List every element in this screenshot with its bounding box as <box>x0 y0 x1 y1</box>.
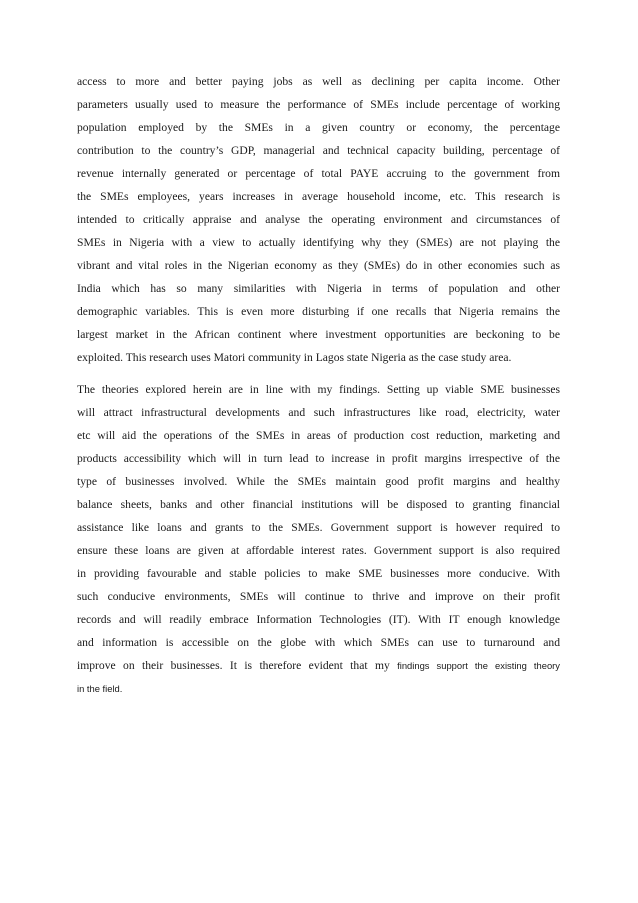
text-segment-sans: findings support the existing theory <box>397 660 560 671</box>
text-line: India which has so many similarities with Nigeria in terms of population and other <box>77 282 560 295</box>
text-line: parameters usually used to measure the performance of SMEs include percentage of working <box>77 98 560 111</box>
text-line: etc will aid the operations of the SMEs in areas of production cost reduction, marketing and <box>77 429 560 442</box>
text-line: such conducive environments, SMEs will continue to thrive and improve on their profit <box>77 590 560 603</box>
text-line: ensure these loans are given at affordable interest rates. Government support is also required <box>77 544 560 557</box>
text-line: will attract infrastructural developments and such infrastructures like road, electricity, water <box>77 406 560 419</box>
text-segment-serif: improve on their businesses. It is therefore evident that my <box>77 659 398 672</box>
text-line: population employed by the SMEs in a given country or economy, the percentage <box>77 121 560 134</box>
text-line: demographic variables. This is even more disturbing if one recalls that Nigeria remains the <box>77 305 560 318</box>
text-line: type of businesses involved. While the SMEs maintain good profit margins and healthy <box>77 475 560 488</box>
text-line: intended to critically appraise and analyse the operating environment and circumstances of <box>77 213 560 226</box>
text-line: SMEs in Nigeria with a view to actually identifying why they (SMEs) are not playing the <box>77 236 560 249</box>
text-line: exploited. This research uses Matori community in Lagos state Nigeria as the case study area. <box>77 351 512 364</box>
text-line: revenue internally generated or percentage of total PAYE accruing to the government from <box>77 167 560 180</box>
text-line: largest market in the African continent where investment opportunities are beckoning to be <box>77 328 560 341</box>
text-line: The theories explored herein are in line with my findings. Setting up viable SME businesses <box>77 383 560 396</box>
text-line: assistance like loans and grants to the SMEs. Government support is however required to <box>77 521 560 534</box>
text-line: records and will readily embrace Information Technologies (IT). With IT enough knowledge <box>77 613 560 626</box>
text-line-mixed-font <box>77 659 560 673</box>
text-line: in the field. <box>77 683 123 694</box>
text-line: balance sheets, banks and other financial institutions will be disposed to granting financial <box>77 498 560 511</box>
text-line: the SMEs employees, years increases in average household income, etc. This research is <box>77 190 560 203</box>
text-line: access to more and better paying jobs as well as declining per capita income. Other <box>77 75 560 88</box>
text-line: vibrant and vital roles in the Nigerian economy as they (SMEs) do in other economies such as <box>77 259 560 272</box>
text-line: in providing favourable and stable policies to make SME businesses more conducive. With <box>77 567 560 580</box>
text-line: and information is accessible on the globe with which SMEs can use to turnaround and <box>77 636 560 649</box>
text-line: contribution to the country’s GDP, managerial and technical capacity building, percentage of <box>77 144 560 157</box>
text-line: products accessibility which will in turn lead to increase in profit margins irrespective of the <box>77 452 560 465</box>
